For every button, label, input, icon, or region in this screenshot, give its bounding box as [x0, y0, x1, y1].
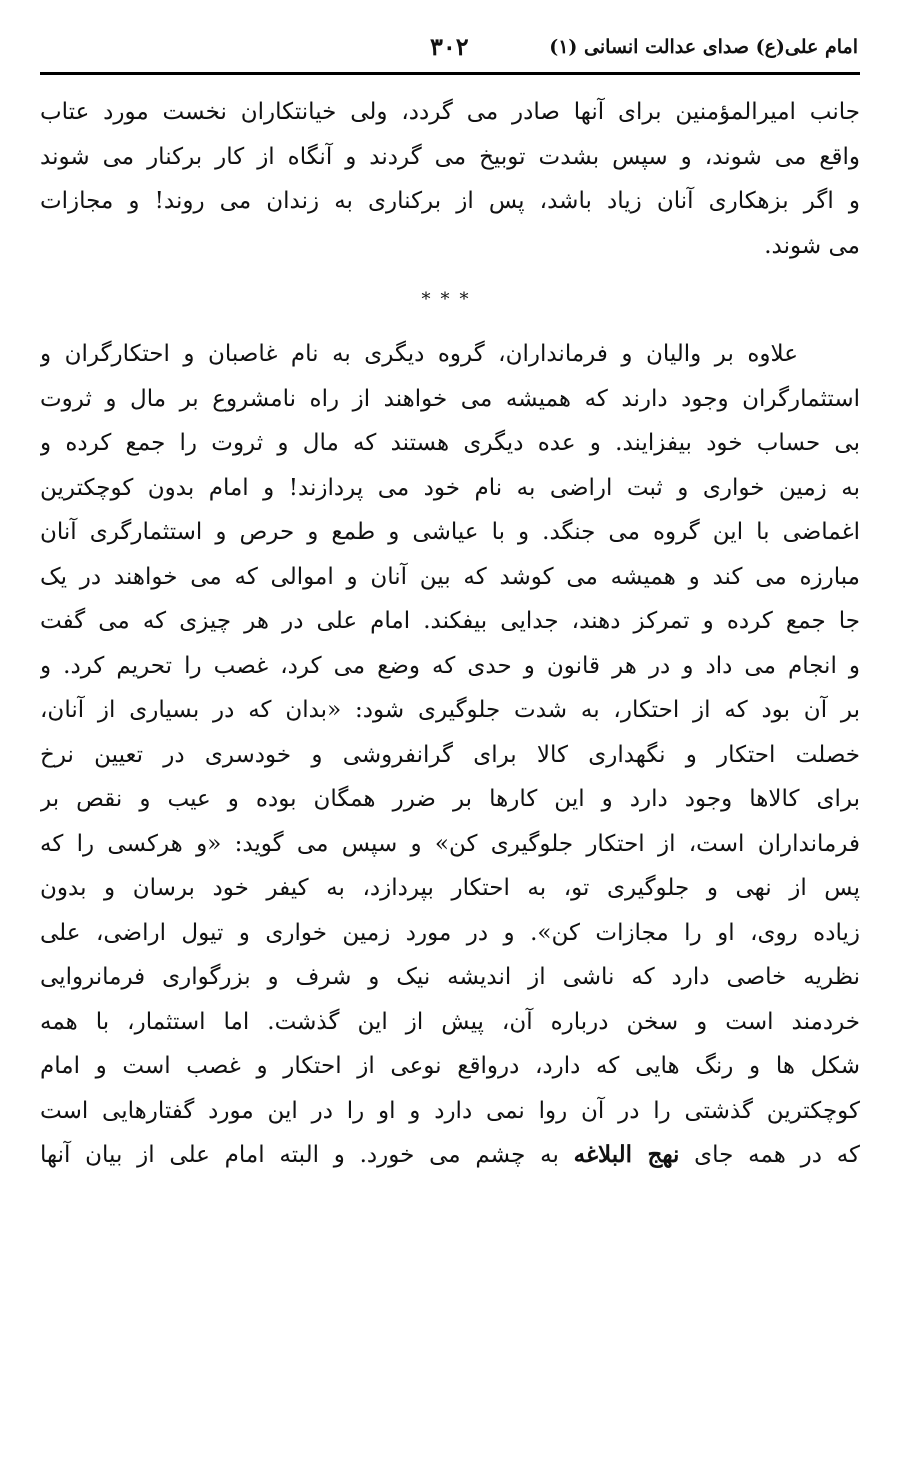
text-line: واقع می شوند، و سپس بشدت توبیخ می گردند و آنگاه از کار برکنار می شوند: [40, 143, 860, 170]
text-line: برای کالاها وجود دارد و این کارها بر ضرر همگان بوده و عیب و نقص بر: [40, 786, 860, 812]
page-body: [40, 90, 860, 1178]
text-line: پس از نهی و جلوگیری تو، به احتکار بپردازد، به کیفر خود برسان و بدون: [40, 875, 860, 901]
text-line: مبارزه می کند و همیشه می کوشد که بین آنان و اموالی که می خواهند در یک: [40, 563, 860, 590]
paragraph-2: [40, 332, 860, 1178]
text-line: اغماضی با این گروه می جنگد. و با عیاشی و طمع و حرص و استثمارگری آنان: [40, 519, 860, 545]
header-title: امام علی(ع) صدای عدالت انسانی (۱): [549, 36, 858, 58]
running-header: [40, 32, 860, 70]
text-line: و اگر بزهکاری آنان زیاد باشد، پس از برکناری به زندان می روند! و مجازات: [40, 188, 860, 214]
text-segment: به چشم می خورد. و البته امام علی از بیان آنها: [40, 1142, 574, 1168]
text-line: خردمند است و سخن درباره آن، پیش از این گذشت. اما استثمار، با همه: [40, 1008, 860, 1035]
text-line: بی حساب خود بیفزایند. و عده دیگری هستند که مال و ثروت را جمع کرده و: [40, 430, 860, 456]
text-line: علاوه بر والیان و فرمانداران، گروه دیگری به نام غاصبان و احتکارگران و: [40, 341, 798, 367]
text-line: می شوند.: [764, 232, 860, 259]
text-line: فرمانداران است، از احتکار جلوگیری کن» و سپس می گوید: «و هرکسی را که: [40, 830, 860, 857]
text-line: زیاده روی، او را مجازات کن». و در مورد زمین خواری و تیول اراضی، علی: [40, 919, 860, 946]
text-line: نظریه خاصی دارد که ناشی از اندیشه نیک و شرف و بزرگواری فرمانروایی: [40, 964, 860, 990]
paragraph-1: [40, 90, 860, 268]
text-line: جا جمع کرده و تمرکز دهند، جدایی بیفکند. امام علی در هر چیزی که می گفت: [40, 608, 860, 634]
text-line: شکل ها و رنگ هایی که دارد، درواقع نوعی از احتکار و غصب است و امام: [40, 1053, 860, 1079]
text-line: خصلت احتکار و نگهداری کالا برای گرانفروشی و خودسری در تعیین نرخ: [40, 741, 860, 768]
section-separator: ***: [421, 289, 479, 310]
text-line: استثمارگران وجود دارند که همیشه می خواهند از راه نامشروع بر مال و ثروت: [40, 385, 860, 412]
book-page: [40, 0, 860, 1479]
text-line: و انجام می داد و در هر قانون و حدی که وضع می کرد، غصب را تحریم کرد. و: [40, 652, 860, 679]
book-title-emphasis: نهج البلاغه: [573, 1141, 680, 1168]
text-line: بر آن بود که از احتکار، به شدت جلوگیری شود: «بدان که در بسیاری از آنان،: [40, 697, 860, 723]
text-line: به زمین خواری و ثبت اراضی به نام خود می پردازند! و امام بدون کوچکترین: [40, 474, 860, 501]
text-segment: که در همه جای: [679, 1142, 860, 1168]
text-line: کوچکترین گذشتی را در آن روا نمی دارد و او را در این مورد گفتارهایی است: [40, 1097, 860, 1124]
header-rule: [40, 72, 860, 75]
page-number: ۳۰۲: [430, 32, 469, 61]
text-line-final: [40, 1133, 860, 1178]
text-line: جانب امیرالمؤمنین برای آنها صادر می گردد، ولی خیانتکاران نخست مورد عتاب: [40, 99, 860, 125]
